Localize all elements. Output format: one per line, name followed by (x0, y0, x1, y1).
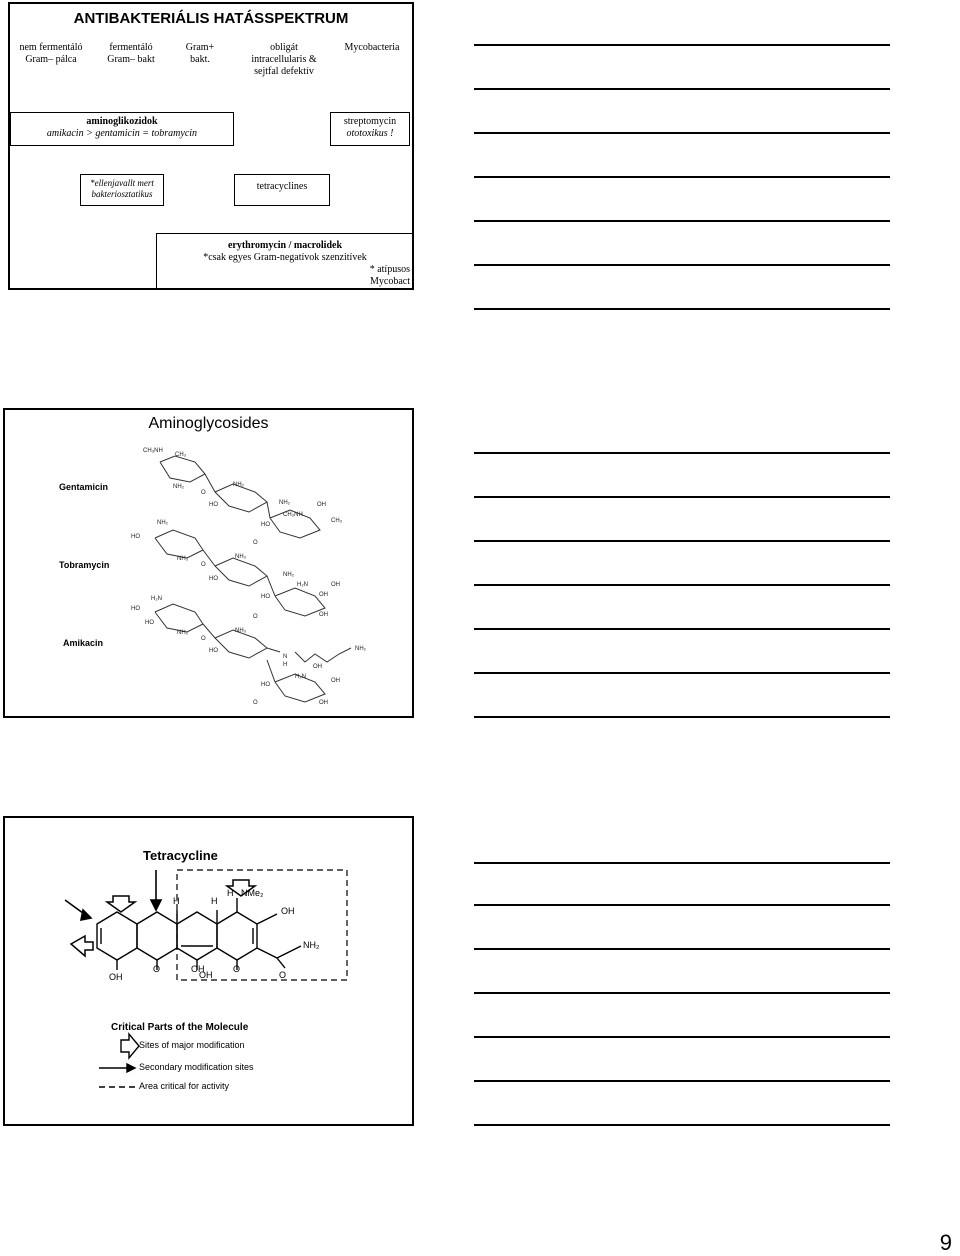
group-label: NH₂ (303, 940, 320, 950)
notes-line (474, 992, 890, 994)
ring-b (137, 912, 177, 960)
group-label: NH₂ (157, 520, 168, 526)
drug-label-tobramycin: Tobramycin (59, 560, 110, 570)
group-label: H (173, 896, 180, 906)
group-label: OH (331, 582, 340, 588)
group-label: HO (261, 594, 270, 600)
header-line: sejtfal defektív (254, 66, 314, 77)
notes-line (474, 496, 890, 498)
legend-hollow-arrow (121, 1034, 139, 1058)
aminoglycosides-slide-title: Aminoglycosides (148, 415, 269, 432)
page-number: 9 (939, 1230, 952, 1255)
group-label: O (253, 614, 258, 620)
ring (160, 456, 205, 482)
notes-line (474, 1124, 890, 1126)
ring (275, 588, 325, 616)
slide-aminoglycosides (3, 408, 414, 718)
header-line: nem fermentáló (19, 42, 83, 53)
ring (215, 558, 267, 586)
ring (155, 604, 203, 632)
aminoglycoside-structures (5, 410, 412, 716)
group-label: H (227, 888, 234, 898)
aminoglycosides-subtitle: amikacin > gentamicin = tobramycin (46, 128, 198, 139)
group-label: NH₂ (283, 572, 294, 578)
erythromycin-line: * atípusos (369, 264, 410, 275)
notes-line (474, 176, 890, 178)
group-label: NMe₂ (241, 888, 264, 898)
group-label: OH (109, 972, 123, 982)
notes-line (474, 44, 890, 46)
contraindicated-line: bakteriosztatikus (91, 189, 153, 199)
header-fermenting (90, 42, 172, 66)
legend-title: Critical Parts of the Molecule (111, 1022, 249, 1033)
streptomycin-subtitle: ototoxikus ! (346, 128, 394, 139)
aminoglycosides-box (10, 112, 234, 146)
erythromycin-box (156, 233, 414, 290)
group-label: HO (261, 522, 270, 528)
group-label: HO (209, 502, 218, 508)
header-line: Gram– pálca (25, 54, 77, 65)
slide-spectrum (8, 2, 414, 290)
group-label: HO (131, 534, 140, 540)
header-line: Mycobacteria (344, 42, 400, 53)
group-label: O (253, 700, 258, 706)
group-label: CH₃ (331, 518, 343, 524)
group-label: O (201, 636, 206, 642)
group-label: OH (191, 964, 205, 974)
notes-line (474, 584, 890, 586)
notes-line (474, 672, 890, 674)
group-label: N (283, 654, 288, 660)
notes-line (474, 716, 890, 718)
group-label: OH (319, 700, 328, 706)
notes-line (474, 264, 890, 266)
erythromycin-line: *csak egyes Gram-negatívok szenzitívek (203, 252, 367, 263)
group-label: O (201, 562, 206, 568)
group-label: HO (209, 576, 218, 582)
group-label: HO (145, 620, 154, 626)
slide-tetracycline (3, 816, 414, 1126)
notes-line (474, 220, 890, 222)
group-label: OH (317, 502, 326, 508)
group-label: OH (331, 678, 340, 684)
tetracyclines-box (234, 174, 330, 206)
ring (215, 484, 267, 512)
legend-item-critical: Area critical for activity (139, 1081, 230, 1091)
tetracycline-structure (5, 818, 412, 1124)
group-label: HO (131, 606, 140, 612)
group-label: NH₂ (355, 646, 366, 652)
notes-line (474, 862, 890, 864)
notes-line (474, 452, 890, 454)
group-label: NH₂ (173, 484, 184, 490)
header-gram-positive (174, 42, 226, 66)
ring (155, 530, 203, 558)
group-label: O (233, 964, 241, 974)
header-line: obligát (270, 42, 298, 53)
group-label: O (253, 540, 258, 546)
group-label: CH₃NH (283, 512, 303, 518)
streptomycin-box (330, 112, 410, 146)
group-label: O (201, 490, 206, 496)
header-line: fermentáló (109, 42, 153, 53)
aminoglycosides-title: aminoglikozidok (86, 116, 158, 127)
notes-line (474, 540, 890, 542)
ring-c (177, 912, 217, 960)
legend-item-major: Sites of major modification (139, 1040, 245, 1050)
hollow-arrow (107, 896, 135, 912)
notes-line (474, 628, 890, 630)
erythromycin-line: Mycobact (370, 276, 410, 287)
header-non-fermenting (10, 42, 92, 66)
group-label: CH₃NH (143, 448, 163, 454)
erythromycin-title: erythromycin / macrolidek (227, 240, 343, 251)
group-label: HO (261, 682, 270, 688)
group-label: H₂N (297, 582, 308, 588)
group-label: O (279, 970, 287, 980)
group-label: OH (199, 970, 213, 980)
group-label: NH₃ (235, 554, 247, 560)
group-label: OH (319, 612, 328, 618)
header-mycobacteria (336, 42, 408, 54)
group-label: H (211, 896, 218, 906)
notes-line (474, 948, 890, 950)
header-intracellular (234, 42, 334, 78)
header-line: bakt. (190, 54, 210, 65)
contraindicated-line: *ellenjavallt mert (90, 178, 154, 188)
tetracycline-title: Tetracycline (143, 848, 218, 863)
drug-label-gentamicin: Gentamicin (59, 482, 109, 492)
ring-a (97, 912, 137, 960)
hollow-arrow (71, 936, 93, 956)
notes-line (474, 904, 890, 906)
group-label: NH₃ (177, 556, 189, 562)
group-label: H (283, 662, 288, 668)
group-label: OH (319, 592, 328, 598)
group-label: OH (313, 664, 322, 670)
group-label: NH₂ (177, 630, 188, 636)
contraindicated-box (80, 174, 164, 206)
tetracyclines-title: tetracyclines (256, 181, 308, 192)
group-label: H₂N (151, 596, 162, 602)
group-label: NH₃ (235, 628, 247, 634)
notes-line (474, 88, 890, 90)
notes-line (474, 308, 890, 310)
notes-line (474, 1036, 890, 1038)
notes-line (474, 1080, 890, 1082)
group-label: NH₂ (233, 482, 244, 488)
drug-label-amikacin: Amikacin (63, 638, 104, 648)
header-line: Gram+ (185, 42, 215, 53)
legend-item-secondary: Secondary modification sites (139, 1062, 254, 1072)
header-line: Gram– bakt (107, 54, 155, 65)
header-line: intracellularis & (251, 54, 317, 65)
group-label: NH₂ (279, 500, 290, 506)
group-label: HO (209, 648, 218, 654)
ring (215, 630, 267, 658)
spectrum-title: ANTIBAKTERIÁLIS HATÁSSPEKTRUM (73, 10, 349, 27)
group-label: OH (281, 906, 295, 916)
group-label: CH₃ (175, 452, 187, 458)
streptomycin-title: streptomycin (343, 116, 397, 127)
group-label: O (153, 964, 161, 974)
group-label: H₂N (295, 674, 306, 680)
ring-d (217, 912, 257, 960)
notes-line (474, 132, 890, 134)
